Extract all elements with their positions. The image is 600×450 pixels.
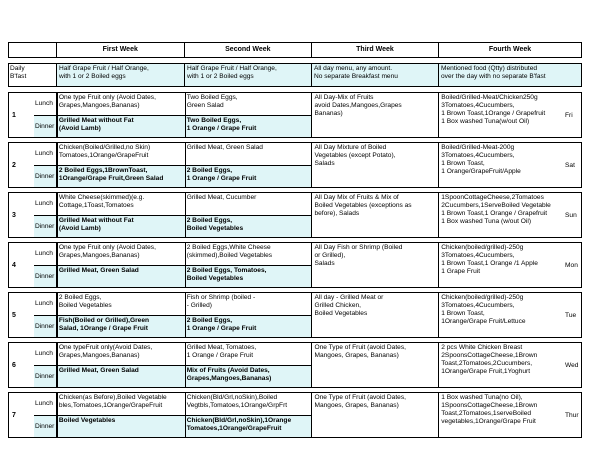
week2-lunch: Grilled Meat, Tomatoes, 1 Orange / Grape Fruit [186, 344, 257, 359]
day-number: 5 [12, 311, 16, 319]
day-name: Mon [565, 261, 578, 269]
week2-lunch: Fish or Shrimp (boiled - - Grilled) [186, 294, 256, 309]
week1-cell [57, 143, 185, 187]
day-block-4 [8, 242, 582, 288]
week4-cell [438, 393, 563, 437]
day-block-1 [8, 92, 582, 138]
dinner-label: Dinner [34, 115, 56, 138]
week1-dinner: Grilled Meat, Green Salad [58, 265, 185, 288]
breakfast-week3: All day menu, any amount. No separate Breakfast menu [311, 64, 438, 86]
week4-cell [438, 143, 563, 187]
week3-cell [311, 143, 438, 187]
week4-cell [438, 293, 563, 337]
week3-cell [311, 243, 438, 287]
dinner-label: Dinner [34, 265, 56, 288]
week1-cell [57, 243, 185, 287]
week2-lunch: Grilled Meat, Cucumber [186, 194, 257, 201]
diet-plan-table [8, 42, 582, 438]
week4-cell [438, 243, 563, 287]
week2-dinner: Two Boiled Eggs, 1 Orange / Grape Fruit [186, 115, 312, 138]
week4-allday: Chicken(boiled/grilled)-250g 3Tomatoes,4Cucumbers, 1 Brown Toast, 1Orange/Grape Fruit/Lettuce [441, 294, 526, 325]
week2-dinner: 2 Boiled Eggs, 1 Orange / Grape Fruit [186, 165, 312, 188]
week1-cell [57, 393, 185, 437]
lunch-label: Lunch [34, 150, 53, 158]
week4-allday: Boiled/Grilled-Meat/Chicken250g 3Tomatoes,4Cucumbers, 1 Brown Toast,1Orange / Grapefruit 1 Box washed Tuna(w/out Oil) [441, 94, 546, 125]
week3-cell [311, 93, 438, 137]
week4-allday: Boiled/Grilled-Meat-200g 3Tomatoes,4Cucumbers, 1 Brown Toast, 1 Orange/GrapeFruit/Apple [441, 144, 521, 175]
day-blocks [8, 92, 582, 438]
week1-dinner: Grilled Meat without Fat (Avoid Lamb) [58, 115, 185, 138]
week1-lunch: One type Fruit only (Avoid Dates, Grapes,Mangoes,Bananas) [58, 244, 156, 259]
meal-labels [34, 393, 57, 437]
week1-cell [57, 293, 185, 337]
day-number: 6 [12, 361, 16, 369]
week3-cell [311, 293, 438, 337]
week-header-row [8, 42, 582, 58]
day-number: 4 [12, 261, 16, 269]
breakfast-week1: Half Grape Fruit / Half Orange, with 1 or 2 Boiled eggs [56, 64, 184, 86]
day-name: Sat [565, 161, 575, 169]
week1-dinner: Grilled Meat, Green Salad [58, 365, 185, 388]
dinner-label: Dinner [34, 365, 56, 388]
week3-allday: All Day Fish or Shrimp (Boiled or Grilled), Salads [314, 244, 403, 267]
day-name: Thur [565, 411, 579, 419]
week2-dinner: Mix of Fruits (Avoid Dates, Grapes,Mangoes,Bananas) [186, 365, 312, 388]
meal-labels [34, 93, 57, 137]
week2-dinner: 2 Boiled Eggs, 1 Orange / Grape Fruit [186, 315, 312, 338]
week3-allday: One Type of Fruit (avoid Dates, Mangoes, Grapes, Bananas) [314, 394, 406, 409]
meal-labels [34, 193, 57, 237]
day-number: 7 [12, 411, 16, 419]
week1-cell [57, 93, 185, 137]
day-name: Fri [565, 111, 573, 119]
breakfast-week2: Half Grape Fruit / Half Orange, with 1 or 2 Boiled eggs [184, 64, 311, 86]
week4-allday: 1SpoonCottageCheese,2Tomatoes 2Cucumbers,1ServeBoiled Vegetable 1 Brown Toast,1 Orange / Grapefruit 1 Box washed Tuna (w/out Oil) [441, 194, 551, 225]
day-block-7 [8, 392, 582, 438]
week1-cell [57, 343, 185, 387]
week2-cell [185, 93, 312, 137]
header-second-week: Second Week [184, 43, 311, 57]
day-block-6 [8, 342, 582, 388]
week4-cell [438, 93, 563, 137]
meal-labels [34, 243, 57, 287]
breakfast-week4: Mentioned food (Qtty) distributed over the day with no separate B'fast [438, 64, 581, 86]
week2-cell [185, 243, 312, 287]
week4-allday: 1 Box washed Tuna(no Oil), 1SpoonsCottageCheese,1Brown Toast,2Tomatoes,1serveBoiled vegetables,1Orange/Grape Fruit [441, 394, 538, 425]
week3-allday: All Day Mixture of Boiled Vegetables (except Potato), Salads [314, 144, 396, 167]
week1-dinner: Grilled Meat without Fat (Avoid Lamb) [58, 215, 185, 238]
week3-cell [311, 393, 438, 437]
lunch-label: Lunch [34, 300, 53, 308]
day-block-5 [8, 292, 582, 338]
week2-cell [185, 193, 312, 237]
meal-labels [34, 143, 57, 187]
lunch-label: Lunch [34, 100, 53, 108]
lunch-label: Lunch [34, 250, 53, 258]
week2-lunch: Chicken(Bld/Grl,noSkin),Boiled Vegtbls,Tomatoes,1Orange/GrpFrt [186, 394, 288, 409]
week1-lunch: One type Fruit only (Avoid Dates, Grapes,Mangoes,Bananas) [58, 94, 156, 109]
week3-cell [311, 193, 438, 237]
header-blank [8, 43, 56, 57]
dinner-label: Dinner [34, 215, 56, 238]
header-third-week: Third Week [311, 43, 438, 57]
lunch-label: Lunch [34, 200, 53, 208]
lunch-label: Lunch [34, 400, 53, 408]
day-number: 2 [12, 161, 16, 169]
week1-lunch: Chicken(Boiled/Grilled,no Skin) Tomatoes,1Orange/GrapeFruit [58, 144, 151, 159]
week2-cell [185, 143, 312, 187]
week1-dinner: Fish(Boiled or Grilled),Green Salad, 1Orange / Grape Fruit [58, 315, 185, 338]
dinner-label: Dinner [34, 315, 56, 338]
week2-lunch: Two Boiled Eggs, Green Salad [186, 94, 238, 109]
meal-labels [34, 343, 57, 387]
week2-cell [185, 393, 312, 437]
week2-lunch: Grilled Meat, Green Salad [186, 144, 263, 151]
week2-lunch: 2 Boiled Eggs,White Cheese (skimmed),Boiled Vegetables [186, 244, 273, 259]
week3-allday: One Type of Fruit (avoid Dates, Mangoes, Grapes, Bananas) [314, 344, 406, 359]
week3-allday: All day - Grilled Meat or Grilled Chicken, Boiled Vegetables [314, 294, 384, 317]
week2-cell [185, 343, 312, 387]
week1-lunch: One typeFruit only(Avoid Dates, Grapes,Mangoes,Bananas) [58, 344, 153, 359]
week1-cell [57, 193, 185, 237]
week3-allday: All Day Mix of Fruits & Mix of Boiled Vegetables (exceptions as before), Salads [314, 194, 412, 217]
week1-dinner: Boiled Vegetables [58, 415, 185, 438]
week3-allday: All Day-Mix of Fruits avoid Dates,Mangoes,Grapes Bananas) [314, 94, 402, 117]
breakfast-label: Daily B'fast [10, 65, 27, 80]
dinner-label: Dinner [34, 165, 56, 188]
week2-dinner: 2 Boiled Eggs, Boiled Vegetables [186, 215, 312, 238]
week1-lunch: Chicken(as Before),Boiled Vegetable bles,Tomatoes,1Orange/GrapeFruit [58, 394, 167, 409]
week2-dinner: Chicken(Bld/Grl,noSkin),1Orange Tomatoes,1Orange/GrapeFruit [186, 415, 312, 438]
header-fourth-week: Fourth Week [438, 43, 582, 57]
meal-labels [34, 293, 57, 337]
lunch-label: Lunch [34, 350, 53, 358]
week1-dinner: 2 Boiled Eggs,1BrownToast, 1Orange/Grape Fruit,Green Salad [58, 165, 185, 188]
day-number: 1 [12, 111, 16, 119]
header-first-week: First Week [56, 43, 184, 57]
day-name: Tue [565, 311, 577, 319]
week4-cell [438, 343, 563, 387]
day-number: 3 [12, 211, 16, 219]
day-block-3 [8, 192, 582, 238]
week1-lunch: 2 Boiled Eggs, Boiled Vegetables [58, 294, 112, 309]
breakfast-row [8, 63, 582, 87]
week3-cell [311, 343, 438, 387]
week2-cell [185, 293, 312, 337]
week4-allday: Chicken(boiled/grilled)-250g 3Tomatoes,4Cucumbers, 1 Brown Toast,1 Orange /1 Apple 1 Grape Fruit [441, 244, 538, 275]
day-block-2 [8, 142, 582, 188]
week2-dinner: 2 Boiled Eggs, Tomatoes, Boiled Vegetables [186, 265, 312, 288]
week1-lunch: White Cheese(skimmed)(e.g. Cottage,1Toast,Tomatoes [58, 194, 145, 209]
week4-allday: 2 pcs White Chicken Breast 2SpoonsCottageCheese,1Brown Toast,2Tomatoes,2Cucumbers, 1Orange/Grape Fruit,1Yoghurt [441, 344, 538, 375]
week4-cell [438, 193, 563, 237]
day-name: Wed [565, 361, 579, 369]
dinner-label: Dinner [34, 415, 56, 438]
day-name: Sun [565, 211, 577, 219]
